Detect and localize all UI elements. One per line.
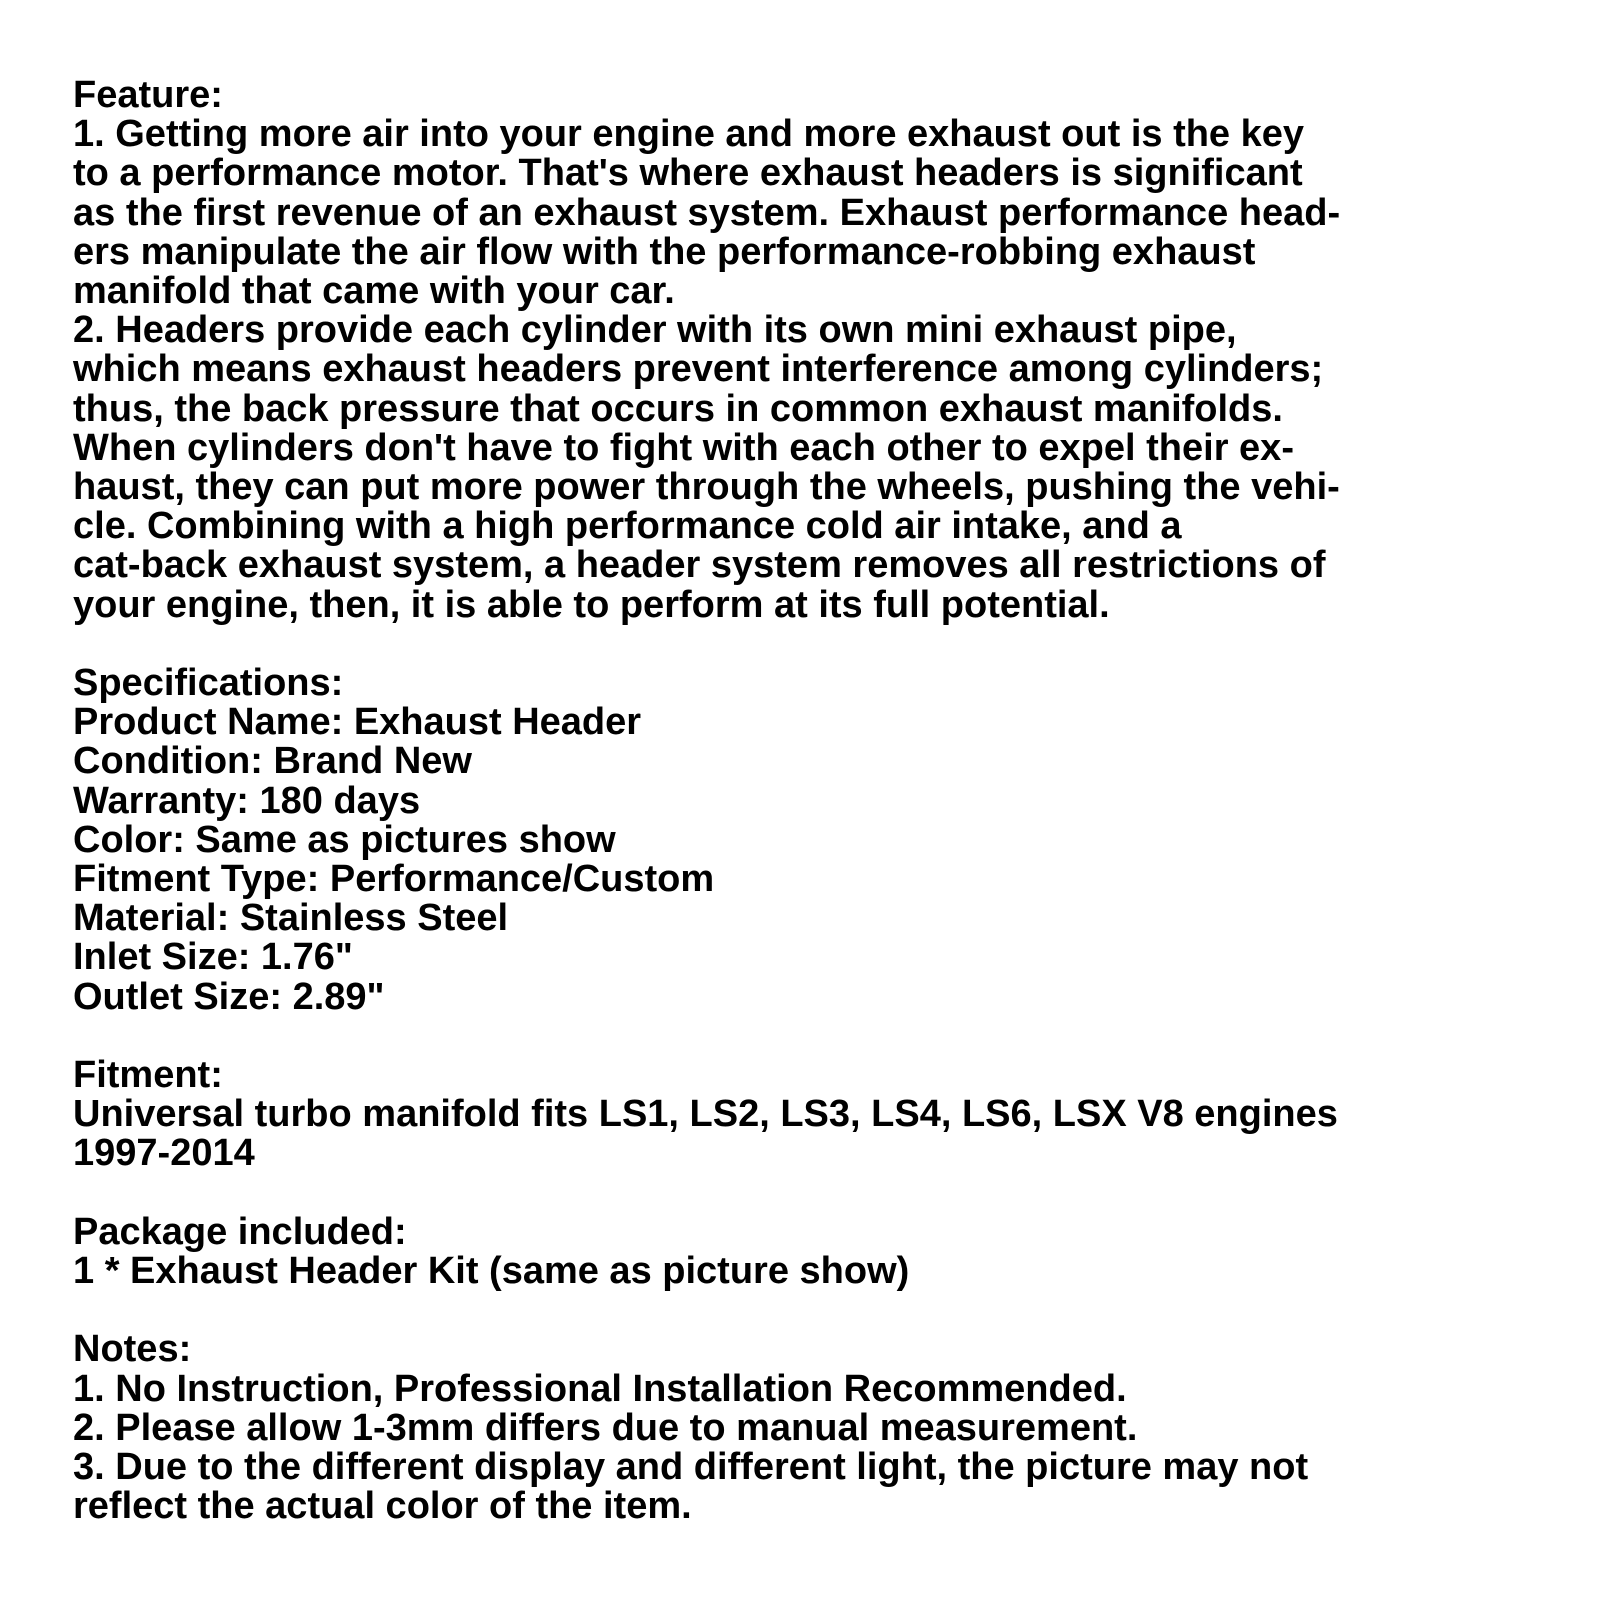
notes-heading: Notes: xyxy=(73,1328,192,1371)
feature-line: as the first revenue of an exhaust system. Exhaust performance head- xyxy=(73,191,1341,234)
spec-inlet-size: Inlet Size: 1.76" xyxy=(73,936,353,979)
spec-condition: Condition: Brand New xyxy=(73,740,472,783)
note-line: reflect the actual color of the item. xyxy=(73,1485,692,1528)
feature-line: 1. Getting more air into your engine and more exhaust out is the key xyxy=(73,113,1305,156)
spec-outlet-size: Outlet Size: 2.89" xyxy=(73,975,385,1018)
section-spacer xyxy=(73,1174,1573,1213)
feature-line: When cylinders don't have to fight with each other to expel their ex- xyxy=(73,426,1294,469)
note-line: 2. Please allow 1-3mm differs due to manual measurement. xyxy=(73,1406,1138,1449)
feature-line: thus, the back pressure that occurs in common exhaust manifolds. xyxy=(73,387,1283,430)
feature-line: manifold that came with your car. xyxy=(73,270,675,313)
package-heading: Package included: xyxy=(73,1210,407,1253)
fitment-line: Universal turbo manifold fits LS1, LS2, LS3, LS4, LS6, LSX V8 engines xyxy=(73,1093,1338,1136)
feature-line: to a performance motor. That's where exhaust headers is significant xyxy=(73,152,1303,195)
notes-section xyxy=(73,1330,1573,1526)
feature-line: cat-back exhaust system, a header system removes all restrictions of xyxy=(73,544,1326,587)
section-spacer xyxy=(73,625,1573,664)
fitment-section xyxy=(73,1056,1573,1174)
feature-line: ers manipulate the air flow with the performance-robbing exhaust xyxy=(73,230,1256,273)
feature-line: your engine, then, it is able to perform at its full potential. xyxy=(73,583,1110,626)
feature-heading: Feature: xyxy=(73,74,223,116)
spec-material: Material: Stainless Steel xyxy=(73,897,509,940)
section-spacer xyxy=(73,1017,1573,1056)
note-line: 3. Due to the different display and different light, the picture may not xyxy=(73,1446,1309,1489)
package-line: 1 * Exhaust Header Kit (same as picture show) xyxy=(73,1250,910,1293)
fitment-heading: Fitment: xyxy=(73,1054,223,1097)
feature-section xyxy=(73,76,1573,625)
fitment-line: 1997-2014 xyxy=(73,1132,255,1175)
product-description xyxy=(73,76,1573,1526)
feature-line: which means exhaust headers prevent interference among cylinders; xyxy=(73,348,1324,391)
section-spacer xyxy=(73,1291,1573,1330)
spec-warranty: Warranty: 180 days xyxy=(73,779,421,822)
specifications-heading: Specifications: xyxy=(73,662,344,705)
feature-line: haust, they can put more power through the wheels, pushing the vehi- xyxy=(73,466,1340,509)
spec-product-name: Product Name: Exhaust Header xyxy=(73,701,642,744)
specifications-section xyxy=(73,664,1573,1017)
package-section xyxy=(73,1210,1573,1293)
note-line: 1. No Instruction, Professional Installation Recommended. xyxy=(73,1367,1127,1410)
feature-line: 2. Headers provide each cylinder with its own mini exhaust pipe, xyxy=(73,309,1237,352)
feature-line: cle. Combining with a high performance cold air intake, and a xyxy=(73,505,1182,548)
spec-color: Color: Same as pictures show xyxy=(73,818,616,861)
spec-fitment-type: Fitment Type: Performance/Custom xyxy=(73,858,715,901)
